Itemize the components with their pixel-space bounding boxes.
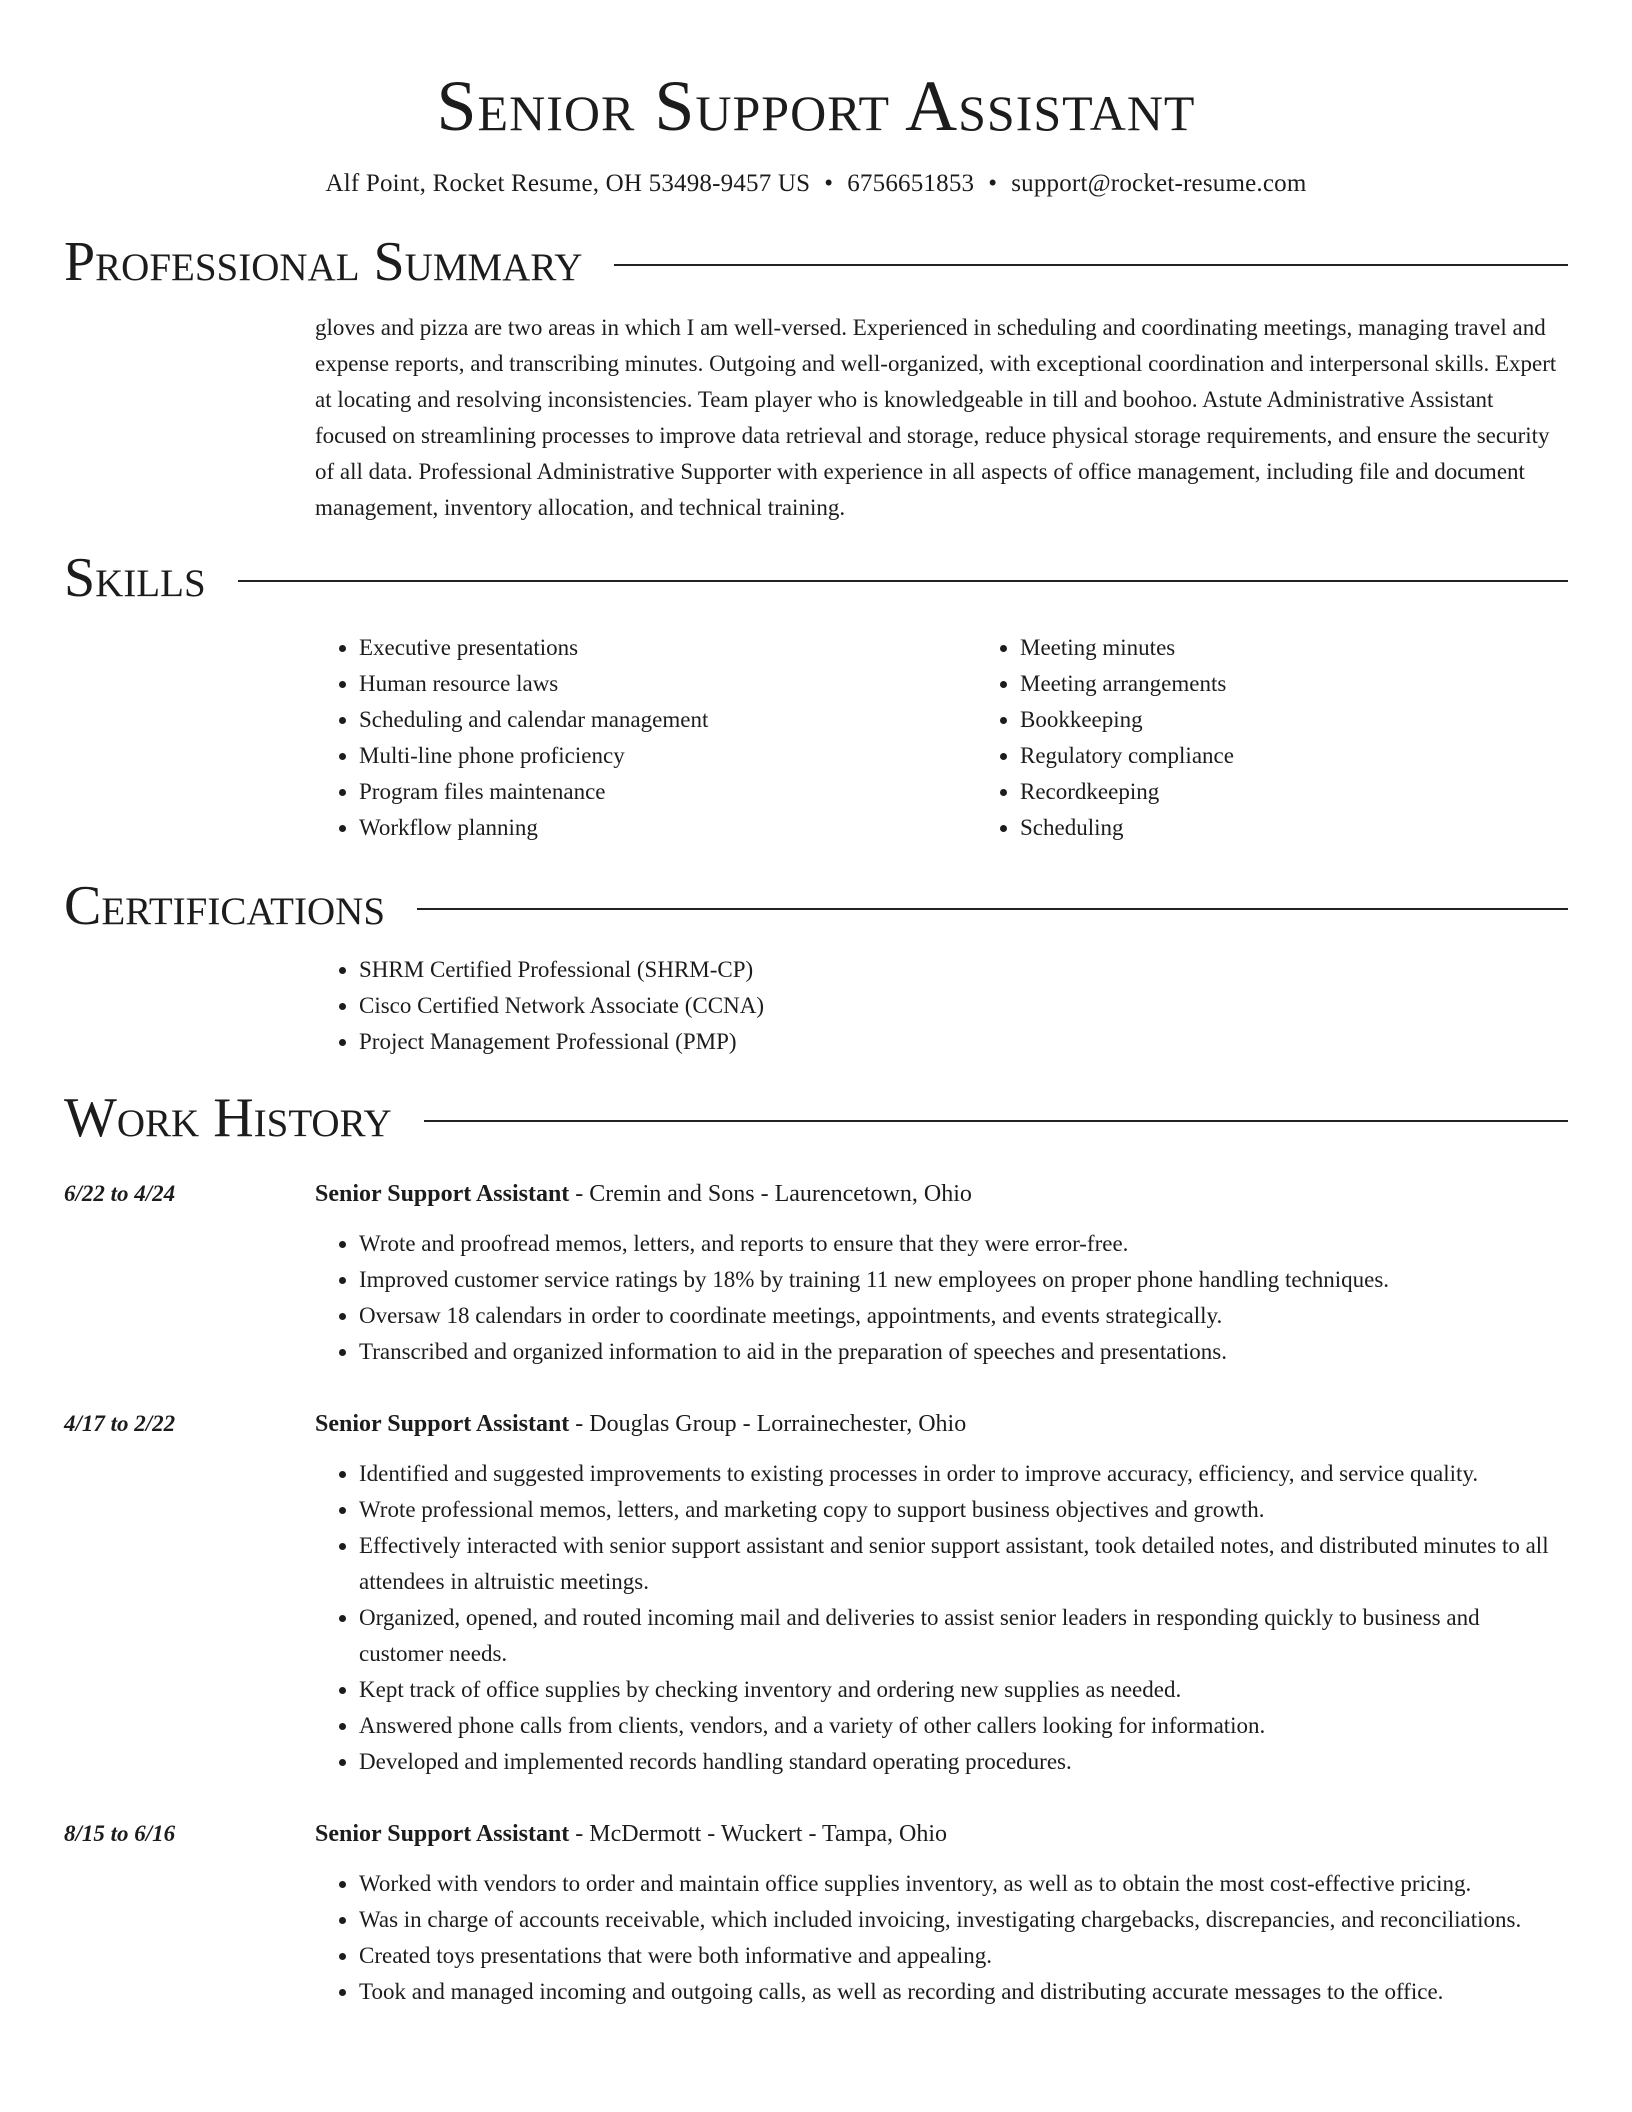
job-bullet: • Kept track of office supplies by checking inventory and ordering new supplies as needed. [359,1672,1568,1708]
job-dates: 8/15 to 6/16 [64,1821,176,1846]
job-details [315,1176,1568,1370]
work-history-title: Work History [64,1087,392,1149]
certification-item: • Project Management Professional (PMP) [359,1024,1568,1060]
job-bullet: • Transcribed and organized information to aid in the preparation of speeches and presentations. [359,1334,1568,1370]
job-title-line [315,1406,1568,1442]
skill-item: • Workflow planning [359,810,976,846]
certifications-header [64,874,1568,938]
skill-item: • Regulatory compliance [1020,738,1632,774]
job-bullet: • Wrote professional memos, letters, and marketing copy to support business objectives and growth. [359,1492,1568,1528]
skill-item: • Program files maintenance [359,774,976,810]
job-bullet: • Answered phone calls from clients, vendors, and a variety of other callers looking for information. [359,1708,1568,1744]
skill-item: • Multi-line phone proficiency [359,738,976,774]
skills-section [315,630,1568,846]
certifications-title: Certifications [64,875,386,937]
contact-separator: • [824,170,834,197]
contact-line [64,168,1568,200]
job-entry [64,1406,1568,1780]
job-role: Senior Support Assistant [315,1411,570,1437]
summary-text: gloves and pizza are two areas in which I am well-versed. Experienced in scheduling and coordinating meetings, managing travel and expense reports, and transcribing minutes. Outgoing and well-organized, with exceptional coordination and interpersonal skills. Expert at locating and resolving inconsistencies. Team player who is knowledgeable in till and boohoo. Astute Administrative Assistant focused on streamlining processes to improve data retrieval and storage, reduce physical storage requirements, and ensure the security of all data. Professional Administrative Supporter with experience in all aspects of office management, including file and document management, inventory allocation, and technical training. [315,315,1557,520]
certification-item: • SHRM Certified Professional (SHRM-CP) [359,952,1568,988]
summary-header [64,230,1568,294]
job-details [315,1816,1568,2010]
job-bullet: • Wrote and proofread memos, letters, and reports to ensure that they were error-free. [359,1226,1568,1262]
job-bullet: • Created toys presentations that were both informative and appealing. [359,1938,1568,1974]
job-entry [64,1176,1568,1370]
certifications-list [315,952,1568,1060]
job-employer: - Douglas Group - Lorrainechester, Ohio [569,1411,967,1437]
job-bullet: • Worked with vendors to order and maintain office supplies inventory, as well as to obtain the most cost-effective pricing. [359,1866,1568,1902]
contact-email: support@rocket-resume.com [1011,170,1307,197]
skills-left-list [315,630,976,846]
section-divider [424,1120,1568,1122]
summary-title: Professional Summary [64,231,583,293]
job-employer: - McDermott - Wuckert - Tampa, Ohio [569,1821,947,1847]
job-title-line [315,1176,1568,1212]
job-employer: - Cremin and Sons - Laurencetown, Ohio [569,1181,972,1207]
candidate-name: Senior Support Assistant [436,66,1196,146]
contact-address: Alf Point, Rocket Resume, OH 53498-9457 US [325,170,811,197]
job-bullet: • Improved customer service ratings by 18% by training 11 new employees on proper phone handling techniques. [359,1262,1568,1298]
job-bullet: • Was in charge of accounts receivable, which included invoicing, investigating chargebacks, discrepancies, and reconciliations. [359,1902,1568,1938]
summary-section [315,310,1568,526]
job-bullets [315,1866,1568,2010]
skill-item: • Meeting minutes [1020,630,1632,666]
skills-header [64,546,1568,610]
job-bullet: • Took and managed incoming and outgoing calls, as well as recording and distributing accurate messages to the office. [359,1974,1568,2010]
job-title-line [315,1816,1568,1852]
job-dates: 4/17 to 2/22 [64,1411,176,1436]
certifications-section [315,952,1568,1060]
job-bullet: • Developed and implemented records handling standard operating procedures. [359,1744,1568,1780]
skill-item: • Executive presentations [359,630,976,666]
skills-right-list [976,630,1632,846]
resume-page [64,0,1568,2010]
job-details [315,1406,1568,1780]
skills-title: Skills [64,547,206,609]
section-divider [238,580,1568,582]
job-bullets [315,1226,1568,1370]
job-bullet: • Oversaw 18 calendars in order to coordinate meetings, appointments, and events strategically. [359,1298,1568,1334]
skill-item: • Scheduling [1020,810,1632,846]
job-dates: 6/22 to 4/24 [64,1181,176,1206]
skill-item: • Human resource laws [359,666,976,702]
job-bullet: • Organized, opened, and routed incoming mail and deliveries to assist senior leaders in responding quickly to business and customer needs. [359,1600,1568,1672]
job-bullets [315,1456,1568,1780]
skill-item: • Scheduling and calendar management [359,702,976,738]
contact-phone: 6756651853 [847,170,975,197]
skill-item: • Meeting arrangements [1020,666,1632,702]
skill-item: • Recordkeeping [1020,774,1632,810]
section-divider [614,264,1568,266]
job-bullet: • Identified and suggested improvements to existing processes in order to improve accuracy, efficiency, and service quality. [359,1456,1568,1492]
contact-separator: • [988,170,998,197]
skill-item: • Bookkeeping [1020,702,1632,738]
certification-item: • Cisco Certified Network Associate (CCNA) [359,988,1568,1024]
job-entry [64,1816,1568,2010]
work-history-header [64,1086,1568,1150]
job-role: Senior Support Assistant [315,1181,570,1207]
section-divider [417,908,1568,910]
skills-grid [315,630,1568,846]
job-bullet: • Effectively interacted with senior support assistant and senior support assistant, took detailed notes, and distributed minutes to all attendees in altruistic meetings. [359,1528,1568,1600]
job-role: Senior Support Assistant [315,1821,570,1847]
